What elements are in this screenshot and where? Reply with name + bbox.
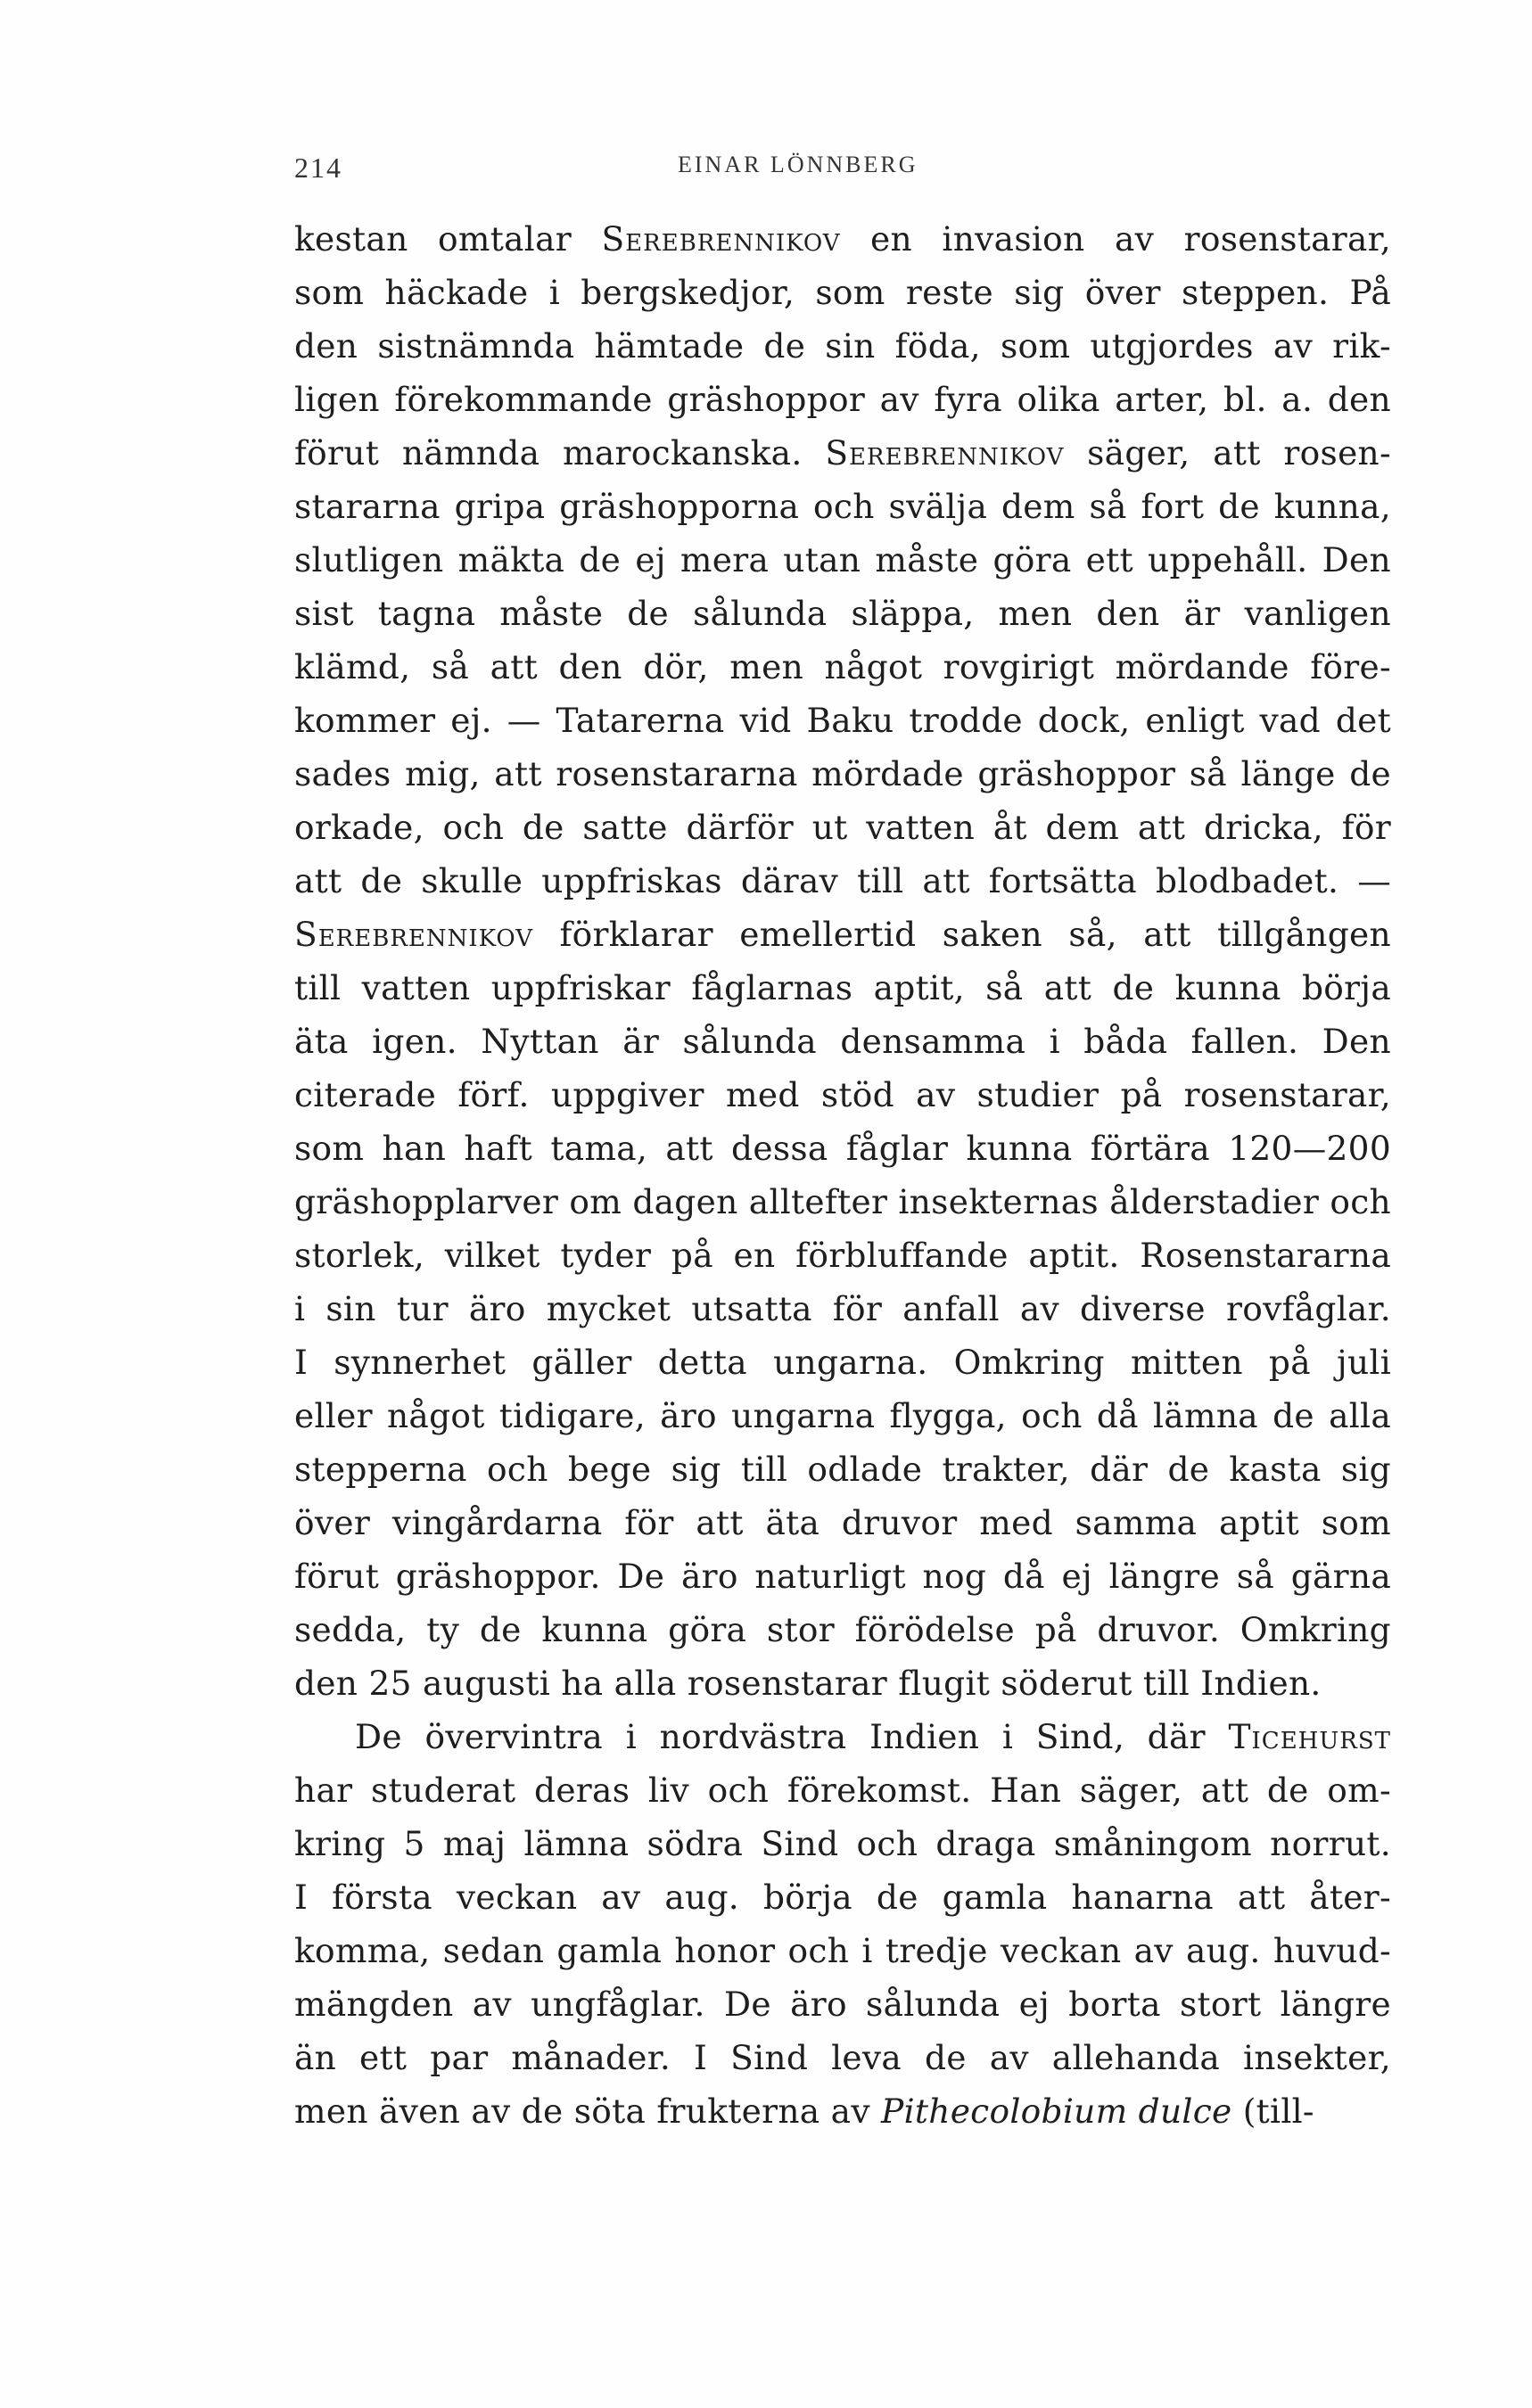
text-line: slutligen mäkta de ej mera utan måste göra ett uppehåll. Den [294,540,1391,579]
text-line: storlek, vilket tyder på en förbluffande aptit. Rosenstararna [294,1236,1391,1275]
text-line: citerade förf. uppgiver med stöd av studier på rosenstarar, [294,1075,1391,1114]
text-line: sades mig, att rosenstararna mördade gräshoppor så länge de [294,754,1391,793]
text-line: att de skulle uppfriskas därav till att fortsätta blodbadet. — [294,861,1391,900]
text-line: som han haft tama, att dessa fåglar kunna förtära 120—200 [294,1129,1391,1168]
species-name-italic: Pithecolobium dulce [881,2092,1232,2131]
text-line: mängden av ungfåglar. De äro sålunda ej borta stort längre [294,1985,1391,2024]
text-line: kestan omtalar Serebrennikov en invasion av rosenstarar, [294,219,1391,259]
text-line: kommer ej. — Tatarerna vid Baku trodde dock, enligt vad det [294,701,1391,740]
body-text [294,212,1391,2138]
text-line: som häckade i bergskedjor, som reste sig över steppen. På [294,273,1391,312]
text-line: I synnerhet gäller detta ungarna. Omkring mitten på juli [294,1343,1391,1382]
paragraph [294,1710,1391,2138]
text-line: ligen förekommande gräshoppor av fyra olika arter, bl. a. den [294,380,1391,419]
text-line: stararna gripa gräshopporna och svälja dem så fort de kunna, [294,487,1391,526]
author-name-small-caps: Serebrennikov [825,433,1065,473]
text-line: sist tagna måste de sålunda släppa, men den är vanligen [294,594,1391,633]
text-line: orkade, och de satte därför ut vatten åt dem att dricka, för [294,808,1391,847]
text-line: över vingårdarna för att äta druvor med samma aptit som [294,1503,1391,1542]
text-line: förut nämnda marockanska. Serebrennikov säger, att rosen- [294,433,1391,473]
running-header [294,143,1400,187]
text-line: De övervintra i nordvästra Indien i Sind, där Ticehurst [355,1717,1391,1756]
text-line: men även av de söta frukterna av Pithecolobium dulce (till- [294,2092,1314,2131]
page-number: 214 [294,152,342,184]
text-line: I första veckan av aug. börja de gamla hanarna att åter- [294,1878,1391,1917]
text-line: än ett par månader. I Sind leva de av allehanda insekter, [294,2038,1391,2077]
text-line: Serebrennikov förklarar emellertid saken så, att tillgången [294,915,1391,954]
text-line: stepperna och bege sig till odlade trakter, där de kasta sig [294,1450,1391,1489]
text-line: gräshopplarver om dagen alltefter insekternas ålderstadier och [294,1182,1391,1221]
running-head-author: EINAR LÖNNBERG [678,152,918,177]
text-line: förut gräshoppor. De äro naturligt nog då ej längre så gärna [294,1557,1391,1596]
text-line: den sistnämnda hämtade de sin föda, som utgjordes av rik- [294,326,1391,366]
text-line: i sin tur äro mycket utsatta för anfall av diverse rovfåglar. [294,1289,1391,1328]
paragraph [294,212,1391,1710]
text-line: sedda, ty de kunna göra stor förödelse på druvor. Omkring [294,1610,1391,1649]
text-line: eller något tidigare, äro ungarna flygga, och då lämna de alla [294,1396,1391,1435]
text-line: äta igen. Nyttan är sålunda densamma i båda fallen. Den [294,1022,1391,1061]
text-line: till vatten uppfriskar fåglarnas aptit, så att de kunna börja [294,968,1391,1007]
text-line: den 25 augusti ha alla rosenstarar flugit söderut till Indien. [294,1664,1322,1703]
author-name-small-caps: Ticehurst [1228,1717,1391,1756]
text-line: kring 5 maj lämna södra Sind och draga småningom norrut. [294,1824,1391,1863]
text-line: klämd, så att den dör, men något rovgirigt mördande före- [294,647,1391,686]
author-name-small-caps: Serebrennikov [294,915,534,954]
text-line: har studerat deras liv och förekomst. Han säger, att de om- [294,1771,1391,1810]
author-name-small-caps: Serebrennikov [601,219,841,259]
text-line: komma, sedan gamla honor och i tredje veckan av aug. huvud- [294,1931,1391,1970]
